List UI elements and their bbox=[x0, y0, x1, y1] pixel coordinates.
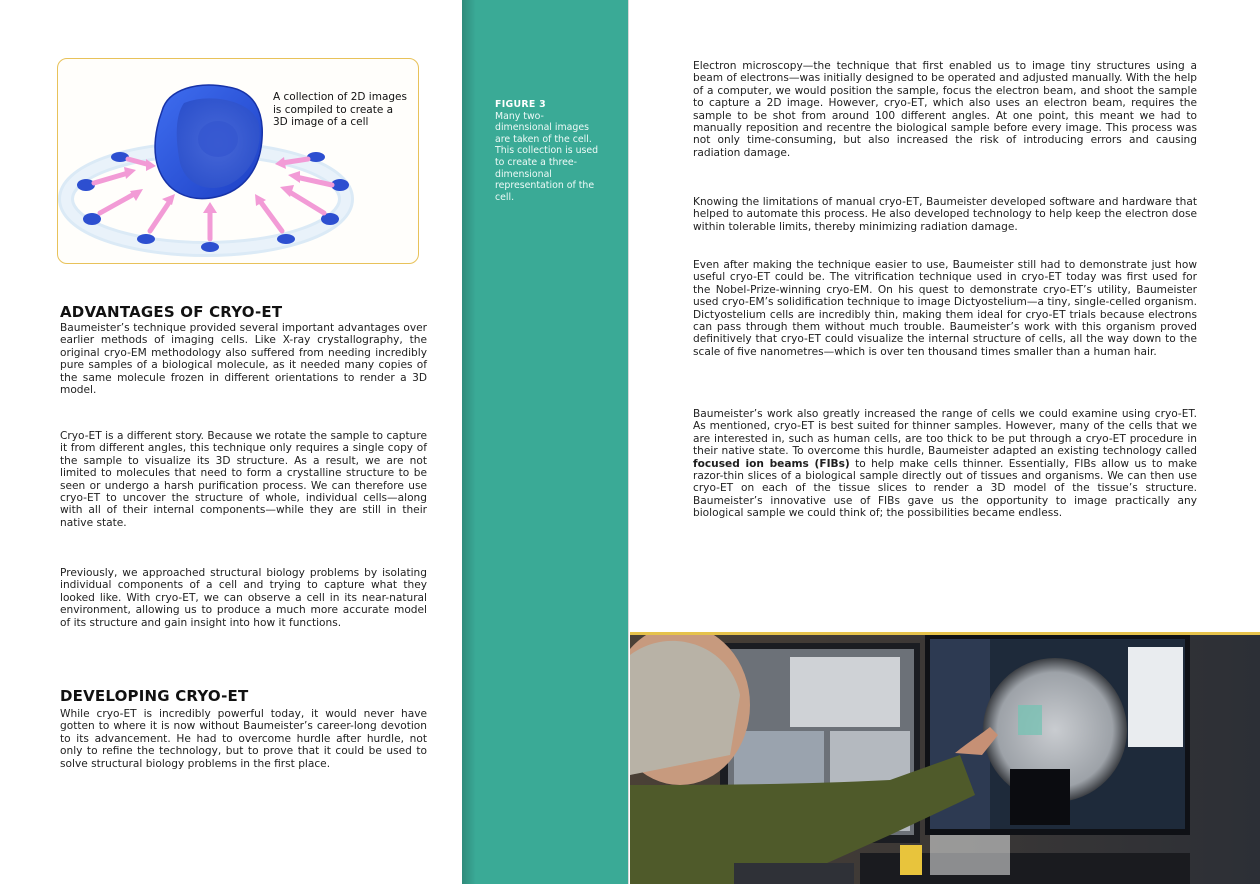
advantages-paragraph-1: Baumeister’s technique provided several important advantages over earlier methods of imaging cells. Like X-ray crystallography, the original cryo-EM methodology also suffered from needing incredibly pure samples of a biological molecule, as it needed many copies of the same molecule frozen in different orientations to render a 3D model. bbox=[60, 322, 427, 397]
advantages-paragraph-3: Previously, we approached structural biology problems by isolating individual components of a cell and trying to capture what they looked like. With cryo-ET, we can observe a cell in its near-natural environment, allowing us to produce a much more accurate model of its structure and gain insight into how it functions. bbox=[60, 567, 427, 629]
band-shadow bbox=[462, 0, 476, 884]
cell-tilt-diagram bbox=[58, 59, 418, 263]
right-paragraph-2: Knowing the limitations of manual cryo-ET, Baumeister developed software and hardware that helped to automate this process. He also developed technology to help keep the electron dose within tolerable limits, thereby minimizing radiation damage. bbox=[693, 196, 1197, 233]
figure-inset-caption: A collection of 2D images is compiled to create a 3D image of a cell bbox=[273, 91, 407, 128]
advantages-heading: ADVANTAGES OF CRYO-ET bbox=[60, 303, 283, 321]
p4-text-start: Baumeister’s work also greatly increased the range of cells we could examine using cryo-ET. As mentioned, cryo-ET is best suited for thinner samples. However, many of the cells that we are interested in, such as human cells, are too thick to be put through a cryo-ET procedure in their native state. To overcome this hurdle, Baumeister adapted an existing technology called bbox=[693, 408, 1197, 458]
p4-bold-term: focused ion beams (FIBs) bbox=[693, 457, 850, 470]
right-paragraph-4 bbox=[693, 408, 1197, 520]
lab-photo-illustration bbox=[630, 635, 1260, 884]
figure-label bbox=[495, 99, 600, 203]
developing-heading: DEVELOPING CRYO-ET bbox=[60, 687, 249, 705]
advantages-paragraph-2: Cryo-ET is a different story. Because we rotate the sample to capture it from different angles, this technique only requires a single copy of the sample to visualize its 3D structure. As a result, we are not limited to molecules that need to form a crystalline structure to be seen or undergo a harsh purification process. We can therefore use cryo-ET to uncover the structure of whole, individual cells—along with all of their internal components—while they are still in their native state. bbox=[60, 430, 427, 529]
p4-text-end: to help make cells thinner. Essentially, FIBs allow us to make razor-thin slices of a biological sample directly out of tissues and organisms. We can then use cryo-ET on each of the tissue slices to render a 3D model of the tissue’s structure. Baumeister’s innovative use of FIBs gave us the opportunity to image practically any biological sample we could think of; the possibilities became endless. bbox=[693, 457, 1197, 520]
figure-illustration bbox=[57, 58, 419, 264]
figure-number: FIGURE 3 bbox=[495, 99, 547, 110]
figure-description: Many two-dimensional images are taken of the cell. This collection is used to create a three-dimensional representation of the cell. bbox=[495, 110, 599, 203]
researcher-photo bbox=[630, 632, 1260, 884]
developing-paragraph-1: While cryo-ET is incredibly powerful today, it would never have gotten to where it is now without Baumeister’s career-long devotion to its advancement. He had to overcome hurdle after hurdle, not only to refine the technology, but to prove that it could be used to solve structural biology problems in the first place. bbox=[60, 708, 427, 770]
right-paragraph-3: Even after making the technique easier to use, Baumeister still had to demonstrate just how useful cryo-ET could be. The vitrification technique used in cryo-ET today was first used for the Nobel-Prize-winning cryo-EM. On his quest to demonstrate cryo-ET’s utility, Baumeister used cryo-EM’s solidification technique to image Dictyostelium—a tiny, single-celled organism. Dictyostelium cells are incredibly thin, making them ideal for cryo-ET trials because electrons can pass through them without much trouble. Baumeister’s work with this organism proved definitively that cryo-ET could visualize the internal structure of cells, all the way down to the scale of five nanometres—which is over ten thousand times smaller than a human hair. bbox=[693, 259, 1197, 358]
right-paragraph-1: Electron microscopy—the technique that first enabled us to image tiny structures using a beam of electrons—was initially designed to be operated and adjusted manually. With the help of a computer, we would position the sample, focus the electron beam, and shoot the sample to capture a 2D image. However, cryo-ET, which also uses an electron beam, requires the sample to be shot from around 100 different angles. At one point, this meant we had to manually reposition and recentre the biological sample before every image. This process was not only time-consuming, but also increased the risk of introducing errors and causing radiation damage. bbox=[693, 60, 1197, 159]
